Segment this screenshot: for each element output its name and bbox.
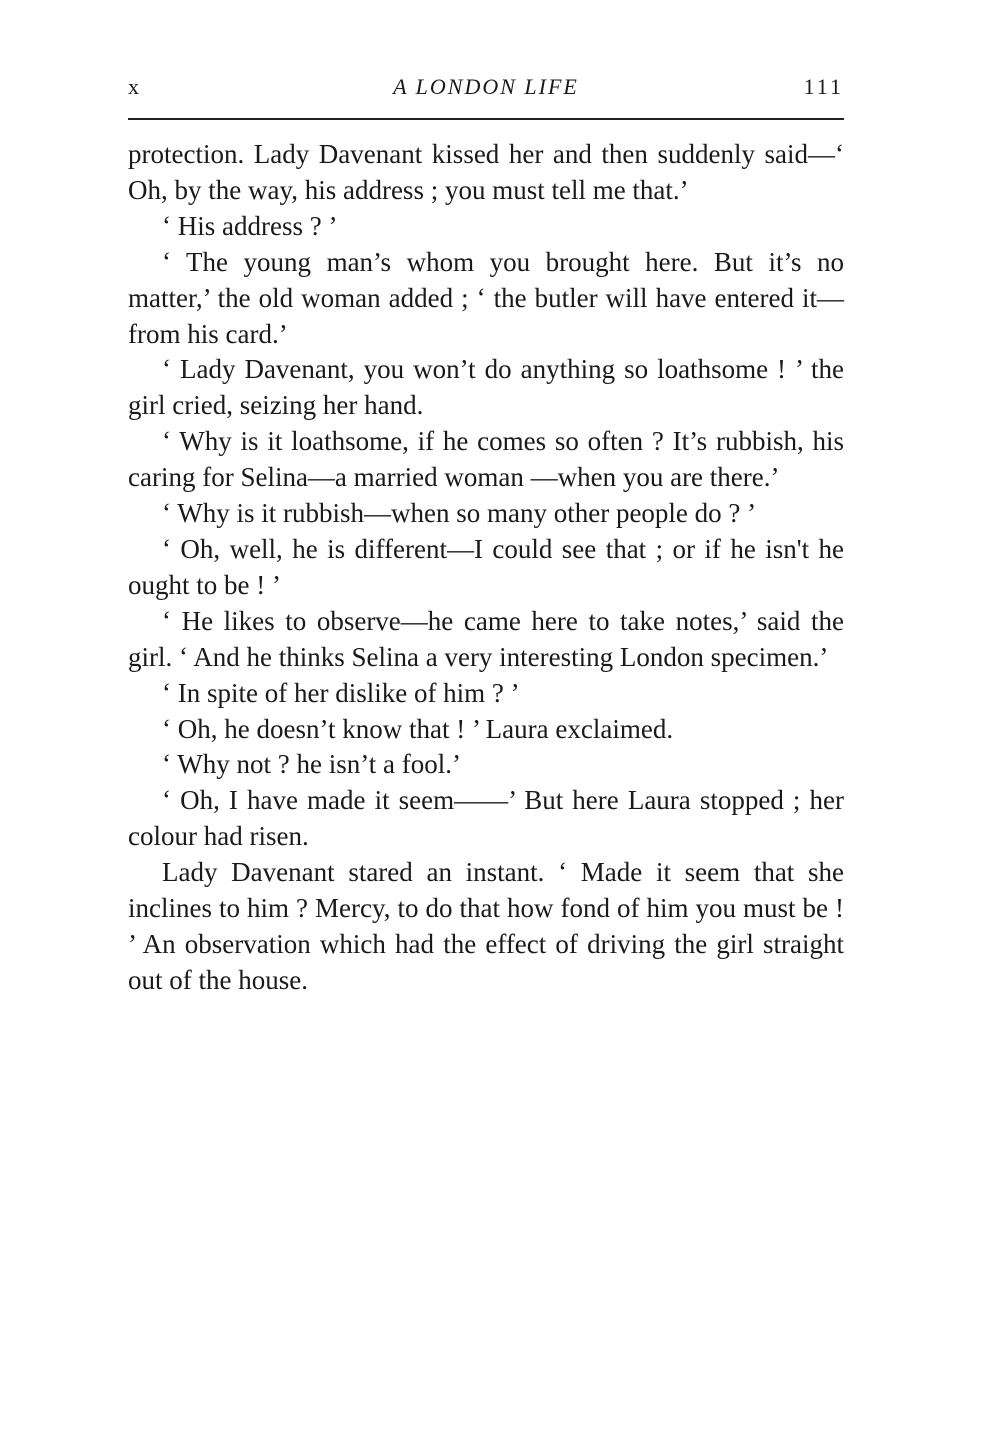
running-head <box>128 74 844 106</box>
paragraph: ‘ His address ? ’ <box>162 210 338 241</box>
page-number: 111 <box>803 74 844 99</box>
body-text <box>128 137 844 999</box>
paragraph: ‘ In spite of her dislike of him ? ’ <box>162 677 520 708</box>
paragraph: ‘ He likes to observe—he came here to take notes,’ said the girl. ‘ And he thinks Selina a very interesting London specimen.’ <box>128 605 844 672</box>
paragraph: ‘ The young man’s whom you brought here. But it’s no matter,’ the old woman added ; ‘ the butler will have entered it—from his card.’ <box>128 246 844 349</box>
paragraph: protection. Lady Davenant kissed her and then suddenly said—‘ Oh, by the way, his address ; you must tell me that.’ <box>128 139 844 205</box>
paragraph: ‘ Lady Davenant, you won’t do anything so loathsome ! ’ the girl cried, seizing her hand. <box>128 354 844 421</box>
paragraph: ‘ Why not ? he isn’t a fool.’ <box>162 749 461 780</box>
paragraph: ‘ Oh, he doesn’t know that ! ’ Laura exclaimed. <box>162 713 674 744</box>
running-title: A LONDON LIFE <box>393 74 579 99</box>
paragraph: ‘ Why is it loathsome, if he comes so often ? It’s rubbish, his caring for Selina—a married woman —when you are there.’ <box>128 426 844 493</box>
paragraph: ‘ Why is it rubbish—when so many other people do ? ’ <box>162 498 757 529</box>
header-rule <box>128 118 844 120</box>
chapter-number: x <box>128 74 140 99</box>
paragraph: Lady Davenant stared an instant. ‘ Made it seem that she inclines to him ? Mercy, to do that how fond of him you must be ! ’ An observation which had the effect of driving the girl straight out of the house. <box>128 857 844 995</box>
paragraph: ‘ Oh, well, he is different—I could see that ; or if he isn't he ought to be ! ’ <box>128 533 844 600</box>
paragraph: ‘ Oh, I have made it seem——’ But here Laura stopped ; her colour had risen. <box>128 785 844 852</box>
